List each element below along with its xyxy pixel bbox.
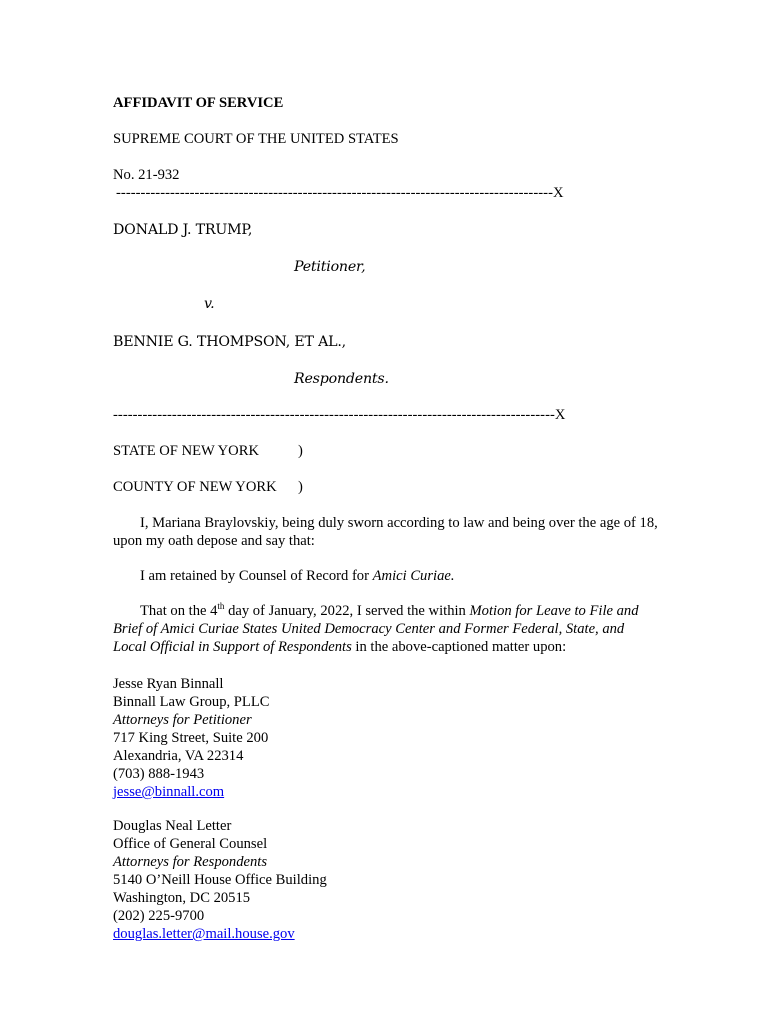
recipient-email-link[interactable]: douglas.letter@mail.house.gov <box>113 926 295 942</box>
court-name: SUPREME COURT OF THE UNITED STATES <box>113 131 399 147</box>
recipient-phone: (703) 888-1943 <box>113 766 205 782</box>
document-title: AFFIDAVIT OF SERVICE <box>113 95 284 111</box>
recipient-street: 717 King Street, Suite 200 <box>113 730 269 746</box>
venue-state-paren: ) <box>298 443 303 459</box>
paragraph-served <box>113 602 661 656</box>
paragraph-retained-italic: Amici Curiae. <box>372 568 455 584</box>
versus: v. <box>204 296 215 312</box>
paragraph-served-italic: Motion for Leave to File and Brief of Amici Curiae States United Democracy Center and Former Federal, State, and Local Official in Support of Respondents <box>113 603 639 655</box>
venue-state: STATE OF NEW YORK <box>113 443 259 459</box>
case-number: No. 21-932 <box>113 167 180 183</box>
recipient-block-1 <box>113 675 513 801</box>
respondent-name: BENNIE G. THOMPSON, ET AL., <box>113 334 346 350</box>
recipient-city: Alexandria, VA 22314 <box>113 748 244 764</box>
recipient-role: Attorneys for Petitioner <box>113 712 252 728</box>
petitioner-role: Petitioner, <box>294 259 366 275</box>
paragraph-served-sup: th <box>217 601 225 612</box>
recipient-firm: Binnall Law Group, PLLC <box>113 694 270 710</box>
venue-county: COUNTY OF NEW YORK <box>113 479 277 495</box>
caption-rule-top: -----------------------------------------------------------------------------------------X <box>116 185 564 201</box>
paragraph-served-lead: That on the 4 <box>140 603 218 619</box>
caption-rule-bottom: ------------------------------------------------------------------------------------------X <box>113 407 566 423</box>
petitioner-name: DONALD J. TRUMP, <box>113 222 253 238</box>
recipient-name: Douglas Neal Letter <box>113 818 232 834</box>
paragraph-retained-text: I am retained by Counsel of Record for <box>140 568 373 584</box>
respondent-role: Respondents. <box>294 371 389 387</box>
paragraph-served-tail: in the above-captioned matter upon: <box>351 639 567 655</box>
recipient-email-link[interactable]: jesse@binnall.com <box>113 784 225 800</box>
recipient-name: Jesse Ryan Binnall <box>113 676 224 692</box>
venue-county-paren: ) <box>298 479 303 495</box>
recipient-block-2 <box>113 817 513 943</box>
recipient-street: 5140 O’Neill House Office Building <box>113 872 327 888</box>
paragraph-oath <box>113 514 661 550</box>
paragraph-retained <box>113 567 661 585</box>
recipient-city: Washington, DC 20515 <box>113 890 251 906</box>
paragraph-served-mid: day of January, 2022, I served the within <box>224 603 470 619</box>
paragraph-oath-text: I, Mariana Braylovskiy, being duly sworn according to law and being over the age of 18, upon my oath depose and say that: <box>113 515 658 549</box>
recipient-role: Attorneys for Respondents <box>113 854 268 870</box>
recipient-phone: (202) 225-9700 <box>113 908 205 924</box>
recipient-firm: Office of General Counsel <box>113 836 268 852</box>
